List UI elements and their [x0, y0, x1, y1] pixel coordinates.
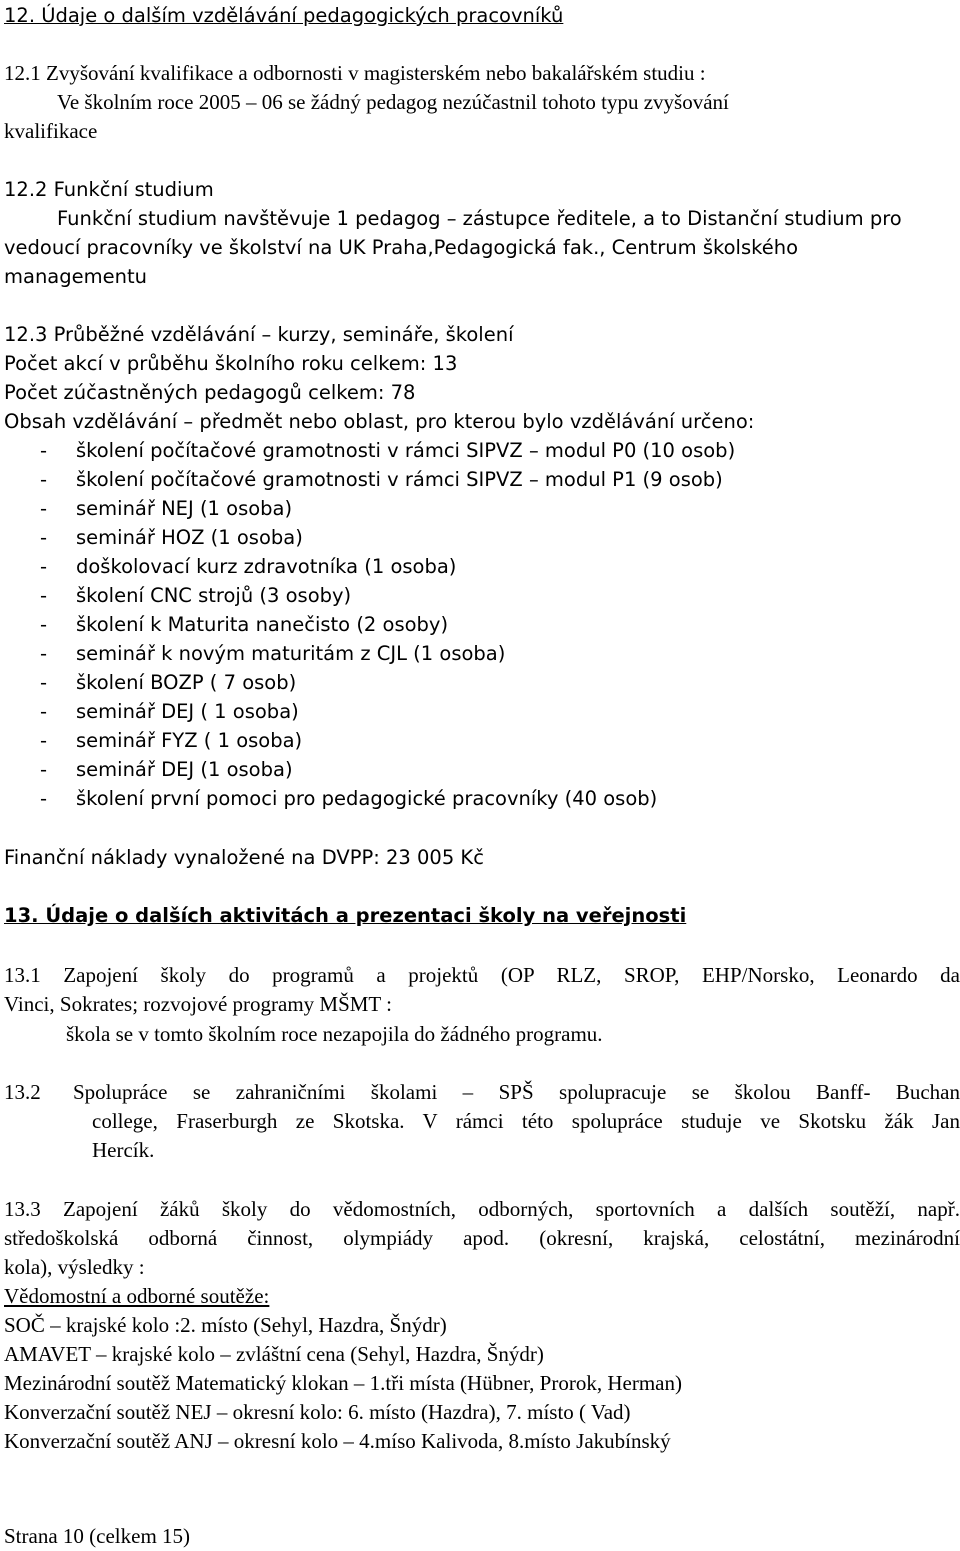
competition-result: Konverzační soutěž NEJ – okresní kolo: 6. místo (Hazdra), 7. místo ( Vad): [4, 1400, 631, 1424]
section-13-1-text: 13.1 Zapojení školy do programů a projektů (OP RLZ, SROP, EHP/Norsko, Leonardo da: [4, 963, 960, 987]
list-item: - školení počítačové gramotnosti v rámci SIPVZ – modul P0 (10 osob): [40, 439, 736, 462]
section-12-2-title: 12.2 Funkční studium: [4, 178, 214, 201]
competition-result: AMAVET – krajské kolo – zvláštní cena (Sehyl, Hazdra, Šnýdr): [4, 1342, 544, 1366]
competition-result: Konverzační soutěž ANJ – okresní kolo – 4.míso Kalivoda, 8.místo Jakubínský: [4, 1429, 671, 1453]
section-13-3-text: 13.3 Zapojení žáků školy do vědomostních, odborných, sportovních a dalších soutěží, např.: [4, 1197, 960, 1221]
list-item: - školení počítačové gramotnosti v rámci SIPVZ – modul P1 (9 osob): [40, 468, 723, 491]
list-item: - seminář k novým maturitám z CJL (1 osoba): [40, 642, 506, 665]
list-item: - seminář HOZ (1 osoba): [40, 526, 303, 549]
section-13-heading: 13. Údaje o dalších aktivitách a prezentaci školy na veřejnosti: [4, 904, 687, 927]
section-12-heading: 12. Údaje o dalším vzdělávání pedagogických pracovníků: [4, 4, 564, 27]
competition-result: SOČ – krajské kolo :2. místo (Sehyl, Hazdra, Šnýdr): [4, 1313, 447, 1337]
dvpp-costs: Finanční náklady vynaložené na DVPP: 23 005 Kč: [4, 846, 484, 869]
section-13-2-number: 13.2: [4, 1080, 41, 1104]
list-item: - školení k Maturita nanečisto (2 osoby): [40, 613, 449, 636]
section-12-2-text: managementu: [4, 265, 147, 288]
section-12-3-title: 12.3 Průběžné vzdělávání – kurzy, semináře, školení: [4, 323, 514, 346]
section-13-1-text: škola se v tomto školním roce nezapojila do žádného programu.: [66, 1022, 603, 1046]
section-13-3-text: kola), výsledky :: [4, 1255, 145, 1279]
list-item: - seminář FYZ ( 1 osoba): [40, 729, 303, 752]
section-12-1-title: 12.1 Zvyšování kvalifikace a odbornosti v magisterském nebo bakalářském studiu :: [4, 61, 706, 85]
list-item: - školení CNC strojů (3 osoby): [40, 584, 352, 607]
section-13-3-text: středoškolská odborná činnost, olympiády apod. (okresní, krajská, celostátní, mezinárodní: [4, 1226, 960, 1250]
list-item: - seminář DEJ ( 1 osoba): [40, 700, 299, 723]
action-count: Počet akcí v průběhu školního roku celkem: 13: [4, 352, 458, 375]
section-13-2-text: Spolupráce se zahraničními školami – SPŠ spolupracuje se školou Banff- Buchan: [73, 1080, 960, 1104]
competition-result: Mezinárodní soutěž Matematický klokan – 1.tři místa (Hübner, Prorok, Herman): [4, 1371, 682, 1395]
teacher-count: Počet zúčastněných pedagogů celkem: 78: [4, 381, 416, 404]
section-13-2-text: college, Fraserburgh ze Skotska. V rámci této spolupráce studuje ve Skotsku žák Jan: [92, 1109, 960, 1133]
section-12-2-text: vedoucí pracovníky ve školství na UK Praha,Pedagogická fak., Centrum školského: [4, 236, 798, 259]
section-13-1-text: Vinci, Sokrates; rozvojové programy MŠMT :: [4, 992, 392, 1016]
page-footer: Strana 10 (celkem 15): [4, 1524, 191, 1548]
list-item: - seminář DEJ (1 osoba): [40, 758, 293, 781]
list-item: - seminář NEJ (1 osoba): [40, 497, 293, 520]
content-intro: Obsah vzdělávání – předmět nebo oblast, pro kterou bylo vzdělávání určeno:: [4, 410, 755, 433]
list-item: - školení BOZP ( 7 osob): [40, 671, 297, 694]
section-13-2-text: Hercík.: [92, 1138, 155, 1162]
list-item: - doškolovací kurz zdravotníka (1 osoba): [40, 555, 457, 578]
section-12-2-text: Funkční studium navštěvuje 1 pedagog – zástupce ředitele, a to Distanční studium pro: [57, 207, 902, 230]
list-item: - školení první pomoci pro pedagogické pracovníky (40 osob): [40, 787, 658, 810]
competitions-subheading: Vědomostní a odborné soutěže:: [4, 1284, 270, 1308]
section-12-1-text: kvalifikace: [4, 119, 98, 143]
section-12-1-text: Ve školním roce 2005 – 06 se žádný pedagog nezúčastnil tohoto typu zvyšování: [57, 90, 729, 114]
